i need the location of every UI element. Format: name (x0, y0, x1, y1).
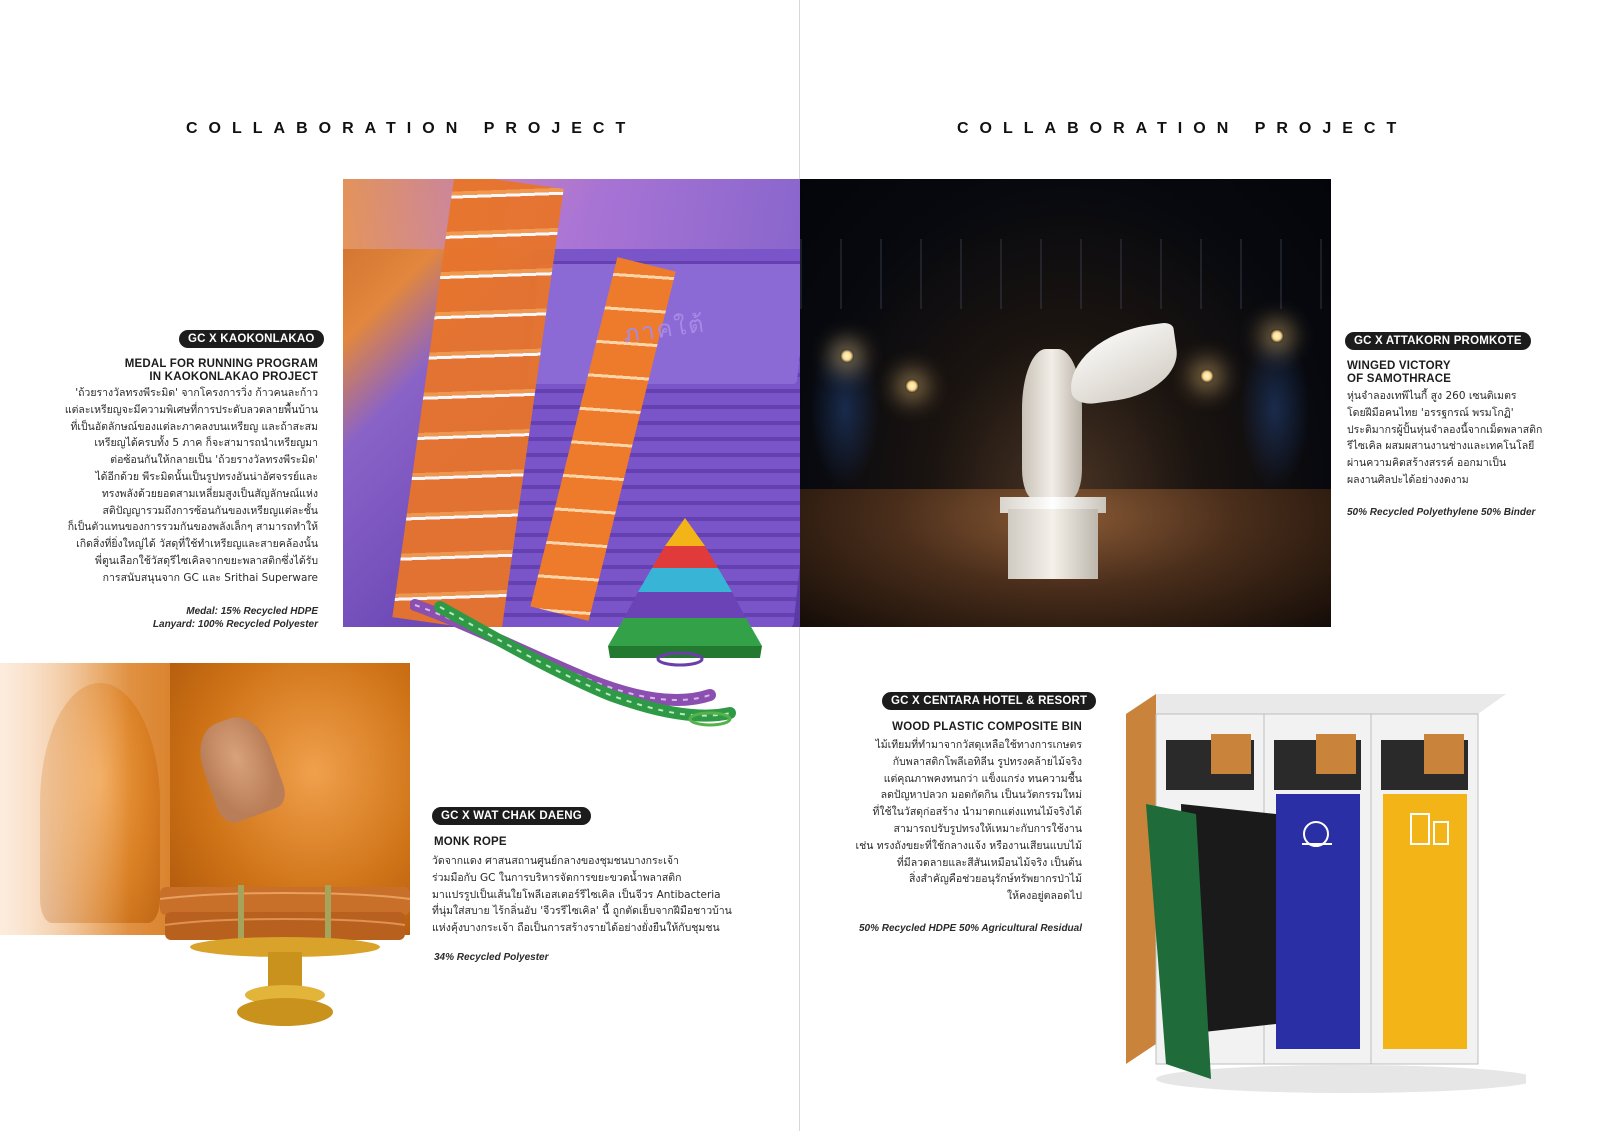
attakorn-tag: GC X ATTAKORN PROMKOTE (1345, 332, 1531, 350)
attakorn-body: หุ่นจำลองเทพีไนกี้ สูง 260 เซนติเมตร โดยฝีมือคนไทย 'อรรฐกรณ์ พรมโกฏิ' ประติมากรผู้ปั้นหุ่นจำลองนี้จากเม็ดพลาสติก รีไซเคิล ผสมผสานงานช่างและเทคโนโลยี ผ่านความคิดสร้างสรรค์ ออกมาเป็น ผลงานศิลปะได้อย่างงดงาม (1347, 390, 1543, 486)
centara-tag: GC X CENTARA HOTEL & RESORT (882, 692, 1096, 710)
centara-heading: WOOD PLASTIC COMPOSITE BIN (892, 721, 1082, 733)
wat-chak-daeng-body: วัดจากแดง ศาสนสถานศูนย์กลางของชุมชนบางกระเจ้า ร่วมมือกับ GC ในการบริหารจัดการขยะขวดน้ำพลาสติก มาแปรรูปเป็นเส้นใยโพลีเอสเตอร์รีไซเคิล เป็นจีวร Antibacteria ที่นุ่มใส่สบาย ไร้กลิ่นอับ 'จีวรรีไซเคิล' นี้ ถูกตัดเย็บจากฝีมือชาวบ้าน แห่งคุ้งบางกระเจ้า ถือเป็นการสร้างรายได้อย่างยั่งยืนให้กับชุมชน (432, 855, 732, 935)
winged-victory-statue-photo (800, 179, 1331, 627)
attakorn-heading: WINGED VICTORY OF SAMOTHRACE (1347, 360, 1452, 385)
centara-body: ไม้เทียมที่ทำมาจากวัสดุเหลือใช้ทางการเกษตร กับพลาสติกโพลีเอทิลีน รูปทรงคล้ายไม้จริง แต่คุณภาพคงทนกว่า แข็งแกร่ง ทนความชื้น ลดปัญหาปลวก มอดกัดกิน เป็นนวัตกรรมใหม่ ที่ใช้ในวัสดุก่อสร้าง นำมาตกแต่งแทนไม้จริงได้ สามารถปรับรูปทรงให้เหมาะกับการใช้งาน เช่น ทรงถังขยะที่ใช้กลางแจ้ง หรืองานเสียนแบบไม้ ที่มีลวดลายและสีสันเหมือนไม้จริง เป็นต้น สิ่งสำคัญคือช่วยอนุรักษ์ทรัพยากรป่าไม้ ให้คงอยู่ตลอดไป (855, 739, 1082, 903)
lanyards-image (410, 585, 740, 735)
kaokonlakao-body: 'ถ้วยรางวัลทรงพีระมิด' จากโครงการวิ่ง ก้าวคนละก้าว แต่ละเหรียญจะมีความพิเศษที่การประดับลวดลายพื้นบ้าน ที่เป็นอัตลักษณ์ของแต่ละภาคลงบนเหรียญ และถ้าสะสม เหรียญได้ครบทั้ง 5 ภาค ก็จะสามารถนำเหรียญมา ต่อซ้อนกันให้กลายเป็น 'ถ้วยรางวัลทรงพีระมิด' ได้อีกด้วย พีระมิดนั้นเป็นรูปทรงอันน่าอัศจรรย์และ ทรงพลังด้วยยอดสามเหลี่ยมสูงเป็นสัญลักษณ์แห่ง สติปัญญารวมถึงการซ้อนกันของเหรียญแต่ละชั้น ก็เป็นตัวแทนของการรวมกันของพลังเล็กๆ สามารถทำให้ เกิดสิ่งที่ยิ่งใหญ่ได้ วัสดุที่ใช้ทำเหรียญและสายคล้องนั้น พี่ตูนเลือกใช้วัสดุรีไซเคิลจากขยะพลาสติกซึ่งได้รับ การสนับสนุนจาก GC และ Srithai Superware (64, 387, 318, 584)
wat-chak-daeng-tag: GC X WAT CHAK DAENG (432, 807, 591, 825)
medal-embossed-text: ภาคใต้ (621, 309, 708, 349)
attakorn-material: 50% Recycled Polyethylene 50% Binder (1347, 507, 1536, 518)
kaokonlakao-tag: GC X KAOKONLAKAO (179, 330, 324, 348)
centara-material: 50% Recycled HDPE 50% Agricultural Residual (858, 923, 1082, 934)
left-section-title: COLLABORATION PROJECT (186, 120, 637, 137)
folded-robe-tray-image (160, 877, 410, 1032)
kaokonlakao-material: Medal: 15% Recycled HDPE Lanyard: 100% Recycled Polyester (152, 606, 318, 630)
wat-chak-daeng-material: 34% Recycled Polyester (434, 952, 549, 963)
right-section-title: COLLABORATION PROJECT (957, 120, 1408, 137)
composite-bins-image (1126, 694, 1526, 1094)
kaokonlakao-heading: MEDAL FOR RUNNING PROGRAM IN KAOKONLAKAO PROJECT (124, 358, 318, 383)
wat-chak-daeng-heading: MONK ROPE (434, 836, 507, 848)
